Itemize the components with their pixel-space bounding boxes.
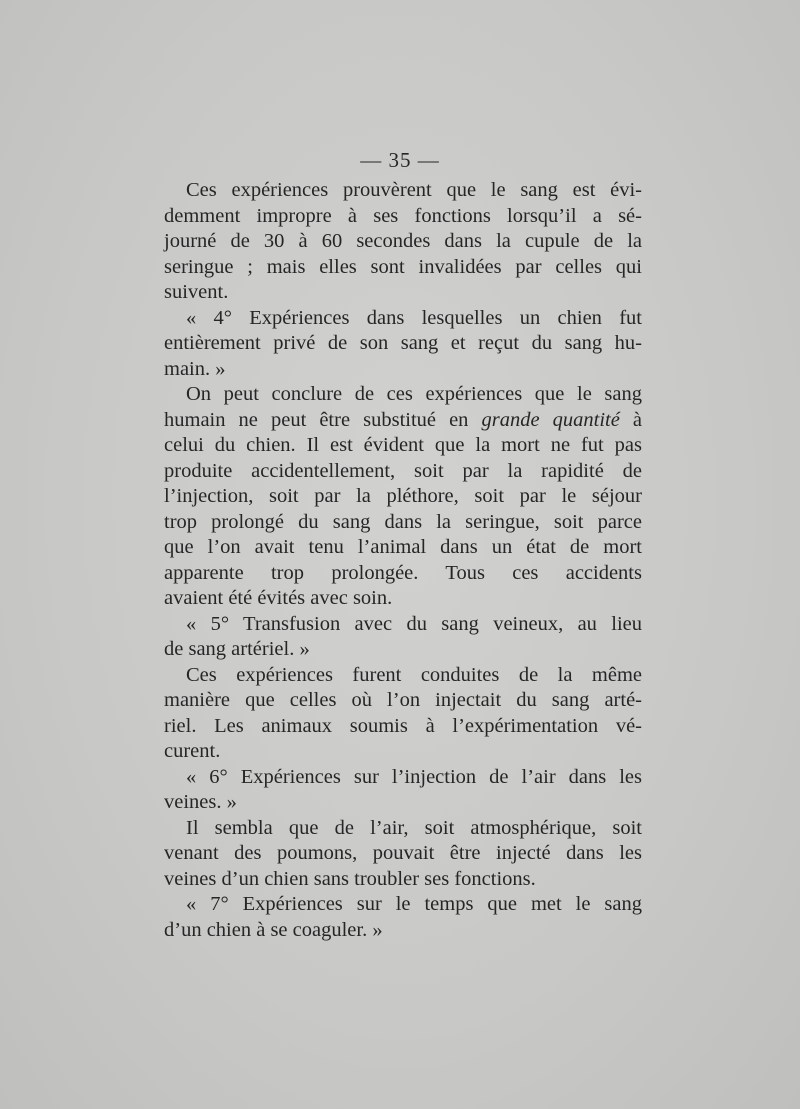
text-line: que l’on avait tenu l’animal dans un état de mort (164, 536, 642, 558)
text-line: de sang artériel. » (164, 638, 310, 660)
text-line: « 4° Expériences dans lesquelles un chien fut (186, 306, 642, 329)
text-line: apparente trop prolongée. Tous ces accidents (164, 561, 642, 584)
text-line: « 6° Expériences sur l’injection de l’air dans les (186, 765, 642, 788)
text-line: veines. » (164, 791, 237, 813)
text-line: produite accidentellement, soit par la rapidité de (164, 459, 642, 482)
text-line: curent. (164, 740, 221, 762)
text-line: venant des poumons, pouvait être injecté dans les (164, 842, 642, 864)
text-line: Il sembla que de l’air, soit atmosphérique, soit (186, 816, 642, 839)
text-segment: humain ne peut être substitué en (164, 408, 482, 431)
text-line: Ces expériences prouvèrent que le sang est évi- (186, 179, 642, 201)
text-line: « 5° Transfusion avec du sang veineux, au lieu (186, 612, 642, 635)
page-number: — 35 — (360, 148, 440, 172)
body-text (164, 178, 642, 943)
text-line: On peut conclure de ces expériences que le sang (186, 383, 642, 405)
text-line: l’injection, soit par la pléthore, soit par le séjour (164, 485, 642, 507)
emphasis-text: grande quantité (481, 408, 620, 431)
text-line: entièrement privé de son sang et reçut du sang hu- (164, 332, 642, 354)
text-line: trop prolongé du sang dans la seringue, soit parce (164, 510, 642, 533)
text-line: suivent. (164, 281, 229, 303)
text-line: « 7° Expériences sur le temps que met le sang (186, 893, 642, 915)
text-line: avaient été évités avec soin. (164, 587, 393, 609)
text-line: seringue ; mais elles sont invalidées par celles qui (164, 255, 642, 278)
text-line: riel. Les animaux soumis à l’expérimentation vé- (164, 714, 642, 737)
text-segment: à (619, 408, 643, 431)
text-line: celui du chien. Il est évident que la mort ne fut pas (164, 434, 642, 456)
text-line: demment impropre à ses fonctions lorsqu’il a sé- (164, 204, 642, 227)
text-line: veines d’un chien sans troubler ses fonctions. (164, 867, 536, 890)
text-line: main. » (164, 357, 226, 380)
text-line: manière que celles où l’on injectait du sang arté- (164, 689, 642, 711)
text-line: journé de 30 à 60 secondes dans la cupule de la (164, 230, 642, 252)
text-line: Ces expériences furent conduites de la même (186, 663, 642, 686)
text-line: d’un chien à se coaguler. » (164, 918, 383, 941)
text-line (164, 408, 642, 434)
